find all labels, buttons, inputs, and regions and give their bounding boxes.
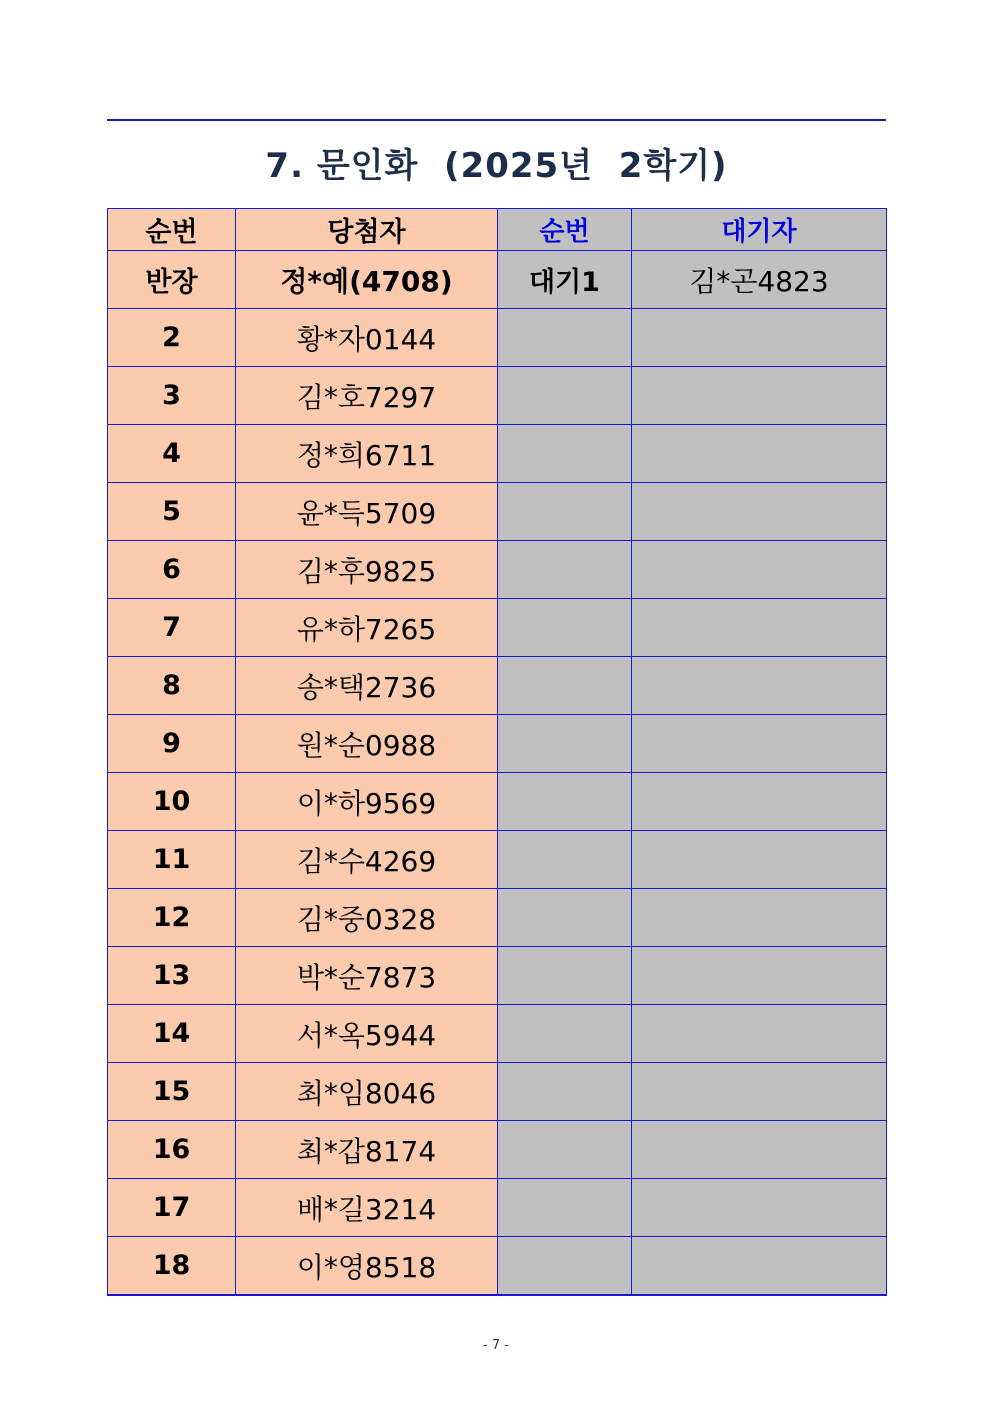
winner-cell: 정*희6711 — [236, 425, 498, 483]
wait-order-cell — [498, 425, 632, 483]
winner-cell: 김*수4269 — [236, 831, 498, 889]
wait-order-cell — [498, 541, 632, 599]
wait-order-cell — [498, 1063, 632, 1121]
table-row — [108, 1179, 887, 1237]
winner-cell: 원*순0988 — [236, 715, 498, 773]
waiter-cell — [632, 425, 887, 483]
order-cell: 6 — [108, 541, 236, 599]
table-row — [108, 1063, 887, 1121]
table-row — [108, 947, 887, 1005]
order-cell: 16 — [108, 1121, 236, 1179]
order-cell: 7 — [108, 599, 236, 657]
waiter-cell — [632, 367, 887, 425]
wait-order-cell — [498, 1121, 632, 1179]
waiter-cell — [632, 831, 887, 889]
winner-cell: 박*순7873 — [236, 947, 498, 1005]
order-cell: 반장 — [108, 251, 236, 309]
top-divider — [107, 119, 886, 121]
lottery-table — [107, 208, 887, 1296]
wait-order-cell: 대기1 — [498, 251, 632, 309]
wait-order-cell — [498, 367, 632, 425]
wait-order-cell — [498, 309, 632, 367]
winner-cell: 정*예(4708) — [236, 251, 498, 309]
winner-cell: 이*하9569 — [236, 773, 498, 831]
order-cell: 18 — [108, 1237, 236, 1296]
order-cell: 3 — [108, 367, 236, 425]
waiter-cell — [632, 1237, 887, 1296]
header-waiter: 대기자 — [632, 209, 887, 251]
winner-cell: 유*하7265 — [236, 599, 498, 657]
order-cell: 5 — [108, 483, 236, 541]
order-cell: 14 — [108, 1005, 236, 1063]
wait-order-cell — [498, 657, 632, 715]
wait-order-cell — [498, 1179, 632, 1237]
table-row — [108, 309, 887, 367]
wait-order-cell — [498, 483, 632, 541]
table-header-row — [108, 209, 887, 251]
waiter-cell — [632, 773, 887, 831]
table-row — [108, 483, 887, 541]
wait-order-cell — [498, 773, 632, 831]
winner-cell: 최*임8046 — [236, 1063, 498, 1121]
waiter-cell — [632, 947, 887, 1005]
table-row — [108, 889, 887, 947]
winner-cell: 김*중0328 — [236, 889, 498, 947]
waiter-cell — [632, 541, 887, 599]
table-row — [108, 367, 887, 425]
order-cell: 13 — [108, 947, 236, 1005]
table-row-leader — [108, 251, 887, 309]
waiter-cell — [632, 1179, 887, 1237]
order-cell: 11 — [108, 831, 236, 889]
winner-cell: 김*후9825 — [236, 541, 498, 599]
waiter-cell — [632, 1005, 887, 1063]
order-cell: 12 — [108, 889, 236, 947]
table-row — [108, 425, 887, 483]
waiter-cell — [632, 309, 887, 367]
header-wait-order: 순번 — [498, 209, 632, 251]
header-winner: 당첨자 — [236, 209, 498, 251]
waiter-cell — [632, 1121, 887, 1179]
waiter-cell — [632, 483, 887, 541]
waiter-cell — [632, 889, 887, 947]
wait-order-cell — [498, 947, 632, 1005]
waiter-cell — [632, 715, 887, 773]
waiter-cell — [632, 1063, 887, 1121]
winner-cell: 황*자0144 — [236, 309, 498, 367]
order-cell: 17 — [108, 1179, 236, 1237]
winner-cell: 송*택2736 — [236, 657, 498, 715]
waiter-cell — [632, 657, 887, 715]
table-row — [108, 541, 887, 599]
order-cell: 10 — [108, 773, 236, 831]
table-row — [108, 1121, 887, 1179]
table-row — [108, 599, 887, 657]
wait-order-cell — [498, 831, 632, 889]
winner-cell: 이*영8518 — [236, 1237, 498, 1296]
order-cell: 9 — [108, 715, 236, 773]
table-row — [108, 657, 887, 715]
winner-cell: 윤*득5709 — [236, 483, 498, 541]
winner-cell: 최*갑8174 — [236, 1121, 498, 1179]
wait-order-cell — [498, 599, 632, 657]
table-row — [108, 715, 887, 773]
wait-order-cell — [498, 1005, 632, 1063]
header-order: 순번 — [108, 209, 236, 251]
table-row — [108, 1005, 887, 1063]
table-row — [108, 773, 887, 831]
order-cell: 2 — [108, 309, 236, 367]
order-cell: 8 — [108, 657, 236, 715]
page-number: - 7 - — [483, 1338, 509, 1353]
table-row — [108, 831, 887, 889]
wait-order-cell — [498, 889, 632, 947]
page-title: 7. 문인화 (2025년 2학기) — [265, 146, 728, 186]
winner-cell: 서*옥5944 — [236, 1005, 498, 1063]
order-cell: 4 — [108, 425, 236, 483]
waiter-cell — [632, 599, 887, 657]
order-cell: 15 — [108, 1063, 236, 1121]
winner-cell: 김*호7297 — [236, 367, 498, 425]
table-row — [108, 1237, 887, 1296]
wait-order-cell — [498, 715, 632, 773]
wait-order-cell — [498, 1237, 632, 1296]
waiter-cell: 김*곤4823 — [632, 251, 887, 309]
winner-cell: 배*길3214 — [236, 1179, 498, 1237]
